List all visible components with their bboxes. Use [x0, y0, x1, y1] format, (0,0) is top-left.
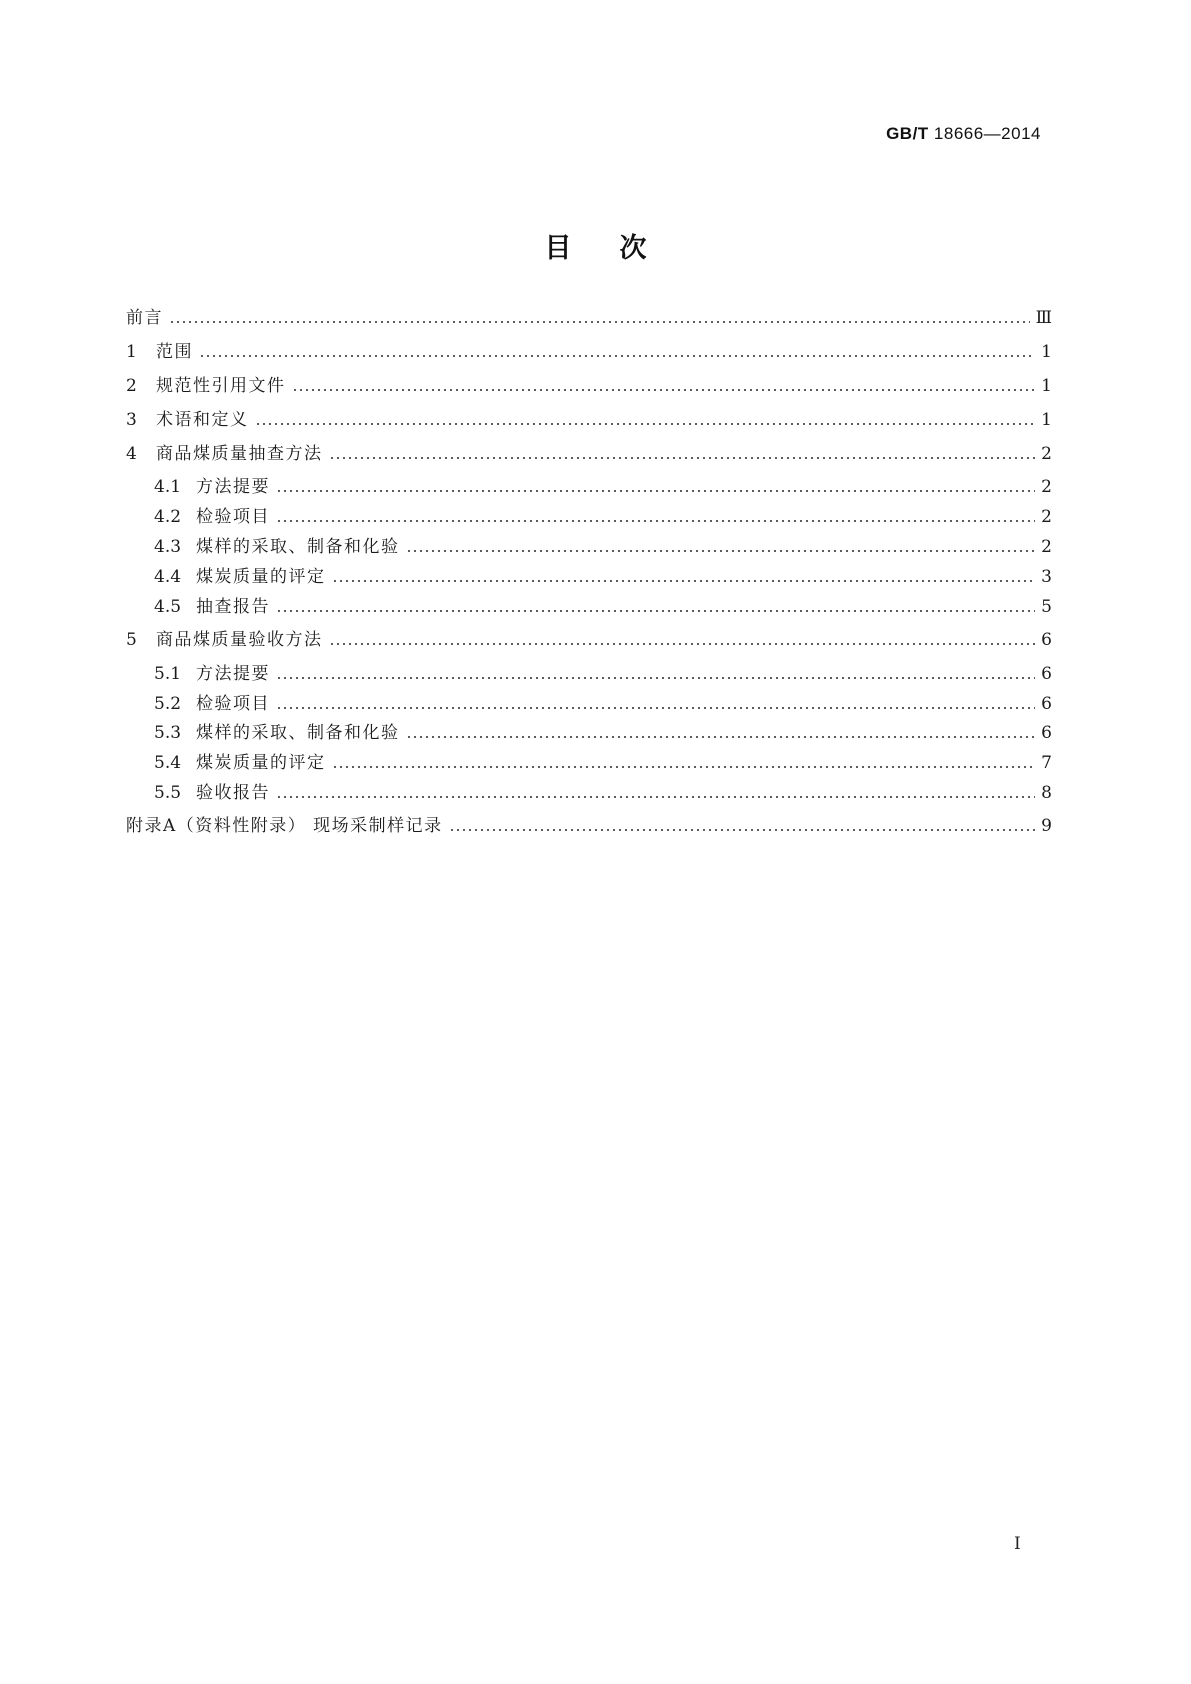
toc-entry-text: 术语和定义: [156, 410, 249, 430]
toc-entry-5-4[interactable]: [126, 751, 1052, 775]
toc-entry-page: 2: [1041, 507, 1052, 527]
toc-entry-text: 抽查报告: [196, 597, 270, 617]
dot-leader: [406, 721, 1036, 745]
toc-entry-3[interactable]: [126, 408, 1052, 432]
dot-leader: [276, 692, 1035, 716]
dot-leader: [276, 662, 1035, 686]
toc-entry-text: 附录A（资料性附录） 现场采制样记录: [126, 816, 443, 836]
dot-leader: [276, 505, 1035, 529]
toc-entry-text: 检验项目: [196, 694, 270, 714]
toc-entry-1[interactable]: [126, 340, 1052, 364]
toc-entry-page: 6: [1041, 630, 1052, 650]
toc-entry-page: 1: [1041, 410, 1052, 430]
toc-entry-text: 方法提要: [196, 664, 270, 684]
dot-leader: [276, 475, 1035, 499]
toc-entry-4-3[interactable]: [126, 535, 1052, 559]
toc-entry-number: 1: [126, 342, 137, 362]
toc-entry-number: 4.5: [154, 597, 182, 617]
standard-code-number: 18666—2014: [933, 124, 1041, 143]
toc-entry-text: 验收报告: [196, 783, 270, 803]
dot-leader: [332, 751, 1036, 775]
toc-entry-5[interactable]: [126, 628, 1052, 652]
toc-entry-4-1[interactable]: [126, 475, 1052, 499]
toc-entry-text: 方法提要: [196, 477, 270, 497]
toc-entry-text: 商品煤质量验收方法: [156, 630, 323, 650]
toc-entry-4[interactable]: [126, 442, 1052, 466]
toc-entry-text: 煤样的采取、制备和化验: [196, 537, 400, 557]
toc-entry-number: 5: [126, 630, 137, 650]
toc-entry-number: 5.3: [154, 723, 182, 743]
toc-entry-page: 9: [1041, 816, 1052, 836]
toc-entry-2[interactable]: [126, 374, 1052, 398]
toc-entry-page: 5: [1041, 597, 1052, 617]
toc-entry-number: 5.4: [154, 753, 182, 773]
standard-code: [886, 124, 1041, 144]
toc-entry-text: 煤炭质量的评定: [196, 567, 326, 587]
dot-leader: [406, 535, 1036, 559]
toc-entry-4-4[interactable]: [126, 565, 1052, 589]
toc-entry-page: 8: [1041, 783, 1052, 803]
toc-entry-number: 4.2: [154, 507, 182, 527]
toc-entry-4-5[interactable]: [126, 595, 1052, 619]
toc-entry-foreword[interactable]: [126, 306, 1052, 330]
toc-entry-page: 2: [1041, 537, 1052, 557]
toc-entry-number: 5.1: [154, 664, 182, 684]
toc-entry-number: 5.2: [154, 694, 182, 714]
toc-entry-page: 2: [1041, 444, 1052, 464]
toc-entry-page: 6: [1041, 723, 1052, 743]
toc-entry-number: 4.4: [154, 567, 182, 587]
toc-entry-page: Ⅲ: [1035, 308, 1052, 328]
toc-entry-text: 范围: [156, 342, 193, 362]
dot-leader: [329, 442, 1036, 466]
dot-leader: [292, 374, 1036, 398]
toc-entry-page: 1: [1041, 342, 1052, 362]
toc-entry-page: 6: [1041, 664, 1052, 684]
toc-entry-page: 3: [1041, 567, 1052, 587]
standard-code-prefix: GB/T: [886, 124, 929, 143]
toc-entry-text: 煤炭质量的评定: [196, 753, 326, 773]
dot-leader: [276, 595, 1035, 619]
toc-entry-5-2[interactable]: [126, 692, 1052, 716]
dot-leader: [255, 408, 1036, 432]
toc-entry-text: 检验项目: [196, 507, 270, 527]
toc-entry-page: 6: [1041, 694, 1052, 714]
toc-entry-text: 煤样的采取、制备和化验: [196, 723, 400, 743]
toc-entry-text: 规范性引用文件: [156, 376, 286, 396]
toc-entry-number: 3: [126, 410, 137, 430]
toc-entry-page: 1: [1041, 376, 1052, 396]
toc-entry-4-2[interactable]: [126, 505, 1052, 529]
toc-entry-number: 4.3: [154, 537, 182, 557]
toc-entry-page: 2: [1041, 477, 1052, 497]
toc-entry-text: 前言: [126, 308, 163, 328]
dot-leader: [329, 628, 1036, 652]
dot-leader: [199, 340, 1035, 364]
toc-title: 目次: [544, 233, 695, 264]
toc-entry-page: 7: [1041, 753, 1052, 773]
dot-leader: [276, 781, 1035, 805]
dot-leader: [332, 565, 1036, 589]
toc-entry-number: 2: [126, 376, 137, 396]
toc-entry-5-5[interactable]: [126, 781, 1052, 805]
toc-entry-number: 5.5: [154, 783, 182, 803]
toc-entry-number: 4.1: [154, 477, 182, 497]
toc-entry-number: 4: [126, 444, 137, 464]
toc-entry-appendix-a[interactable]: [126, 814, 1052, 838]
toc-entry-5-1[interactable]: [126, 662, 1052, 686]
dot-leader: [169, 306, 1030, 330]
page-number: I: [1014, 1534, 1021, 1554]
dot-leader: [449, 814, 1035, 838]
toc-entry-5-3[interactable]: [126, 721, 1052, 745]
toc-entry-text: 商品煤质量抽查方法: [156, 444, 323, 464]
